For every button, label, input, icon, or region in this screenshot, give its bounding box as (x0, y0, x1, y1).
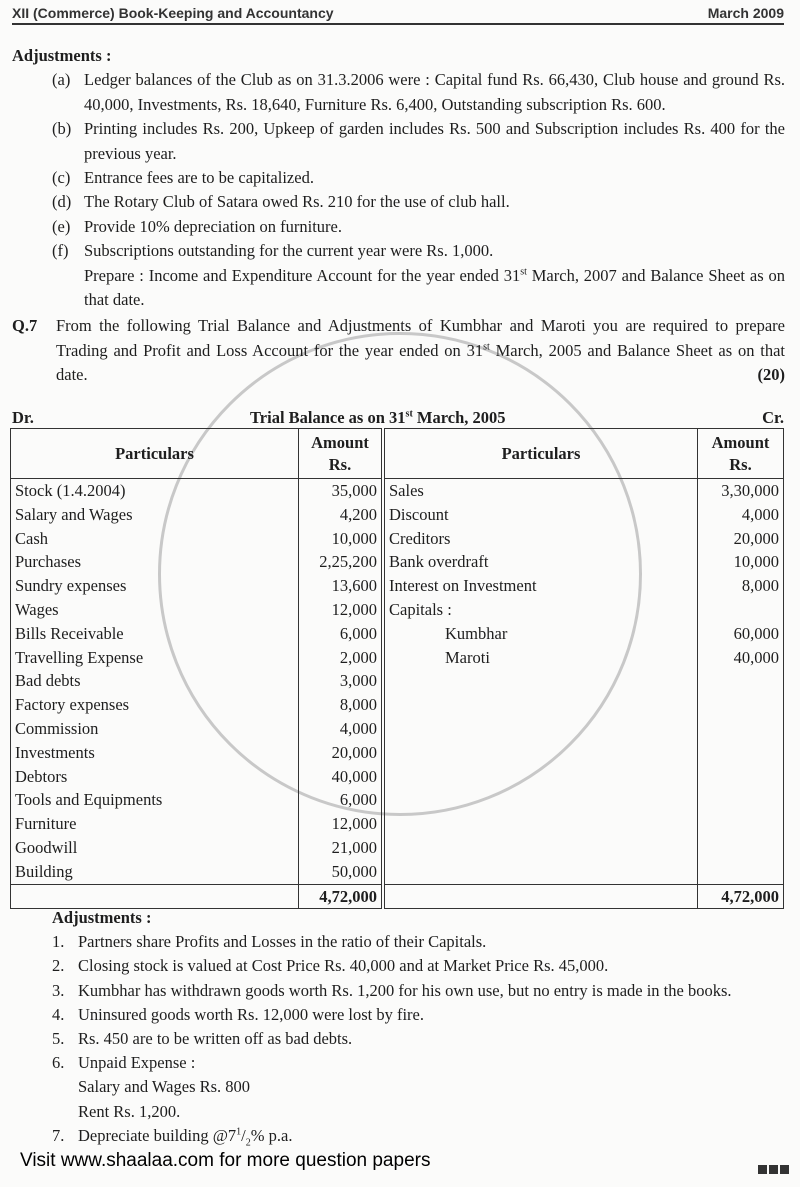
adjustments-section-1 (12, 44, 785, 388)
credit-particular: Sales (383, 479, 698, 503)
superscript: st (405, 408, 413, 420)
credit-amount (698, 598, 784, 622)
title-text-end: March, 2005 (412, 408, 506, 427)
debit-amount: 3,000 (299, 669, 384, 693)
page-header (12, 3, 784, 25)
question-7 (12, 314, 785, 387)
item-text-end: % p.a. (250, 1125, 293, 1145)
table-row (11, 550, 784, 574)
question-number: Q.7 (12, 316, 38, 336)
credit-particular: Interest on Investment (383, 574, 698, 598)
header-title: XII (Commerce) Book-Keeping and Accountancy (12, 5, 334, 21)
credit-amount: 4,000 (698, 503, 784, 527)
item-text: Kumbhar has withdrawn goods worth Rs. 1,200 for his own use, but no entry is made in the books. (78, 980, 732, 1000)
unpaid-expense-detail (52, 1075, 787, 1123)
debit-amount: 10,000 (299, 527, 384, 551)
item-label: (e) (52, 216, 71, 236)
question-text-end: March, 2005 and Balance Sheet as on that date. (56, 340, 785, 385)
credit-particular-empty (383, 741, 698, 765)
amount-label: Amount (711, 432, 770, 452)
debit-particular: Bad debts (11, 669, 299, 693)
credit-amount: 20,000 (698, 527, 784, 551)
item-text: Partners share Profits and Losses in the ratio of their Capitals. (78, 932, 487, 952)
credit-particular-empty (383, 836, 698, 860)
credit-amount-empty (698, 788, 784, 812)
item-text: Provide 10% depreciation on furniture. (84, 216, 342, 236)
item-text: Printing includes Rs. 200, Upkeep of garden includes Rs. 500 and Subscription includes Rs. 400 for the previous year. (84, 119, 785, 163)
item-label: 6. (52, 1053, 65, 1073)
debit-particular: Cash (11, 527, 299, 551)
debit-particular: Sundry expenses (11, 574, 299, 598)
adjustment-item (52, 1051, 787, 1075)
debit-amount: 12,000 (299, 812, 384, 836)
footer-mark-icon (758, 1165, 767, 1174)
debit-particular: Stock (1.4.2004) (11, 479, 299, 503)
debit-amount: 12,000 (299, 598, 384, 622)
credit-particular: Kumbhar (383, 622, 698, 646)
debit-particular: Salary and Wages (11, 503, 299, 527)
adjustment-item (52, 979, 787, 1003)
credit-amount: 40,000 (698, 646, 784, 670)
debit-particular: Bills Receivable (11, 622, 299, 646)
cr-label: Cr. (762, 408, 784, 427)
credit-amount-empty (698, 836, 784, 860)
credit-amount-empty (698, 765, 784, 789)
credit-particular: Maroti (383, 646, 698, 670)
prepare-text: Prepare : Income and Expenditure Account for the year ended 31 (84, 265, 521, 285)
credit-amount: 8,000 (698, 574, 784, 598)
amount-label: Amount (311, 432, 369, 452)
table-row (11, 503, 784, 527)
item-text: Unpaid Expense : (78, 1053, 196, 1073)
debit-particular: Goodwill (11, 836, 299, 860)
superscript: st (483, 341, 490, 353)
debit-particular: Tools and Equipments (11, 788, 299, 812)
credit-particular-empty (383, 717, 698, 741)
adjustments-heading: Adjustments : (12, 46, 112, 65)
debit-amount: 4,200 (299, 503, 384, 527)
table-row (11, 574, 784, 598)
credit-amount-empty (698, 717, 784, 741)
adjustment-item (52, 1003, 787, 1027)
table-row (11, 741, 784, 765)
adjustment-item (52, 166, 785, 190)
credit-amount: 3,30,000 (698, 479, 784, 503)
table-row (11, 788, 784, 812)
credit-amount-empty (698, 860, 784, 884)
credit-amount-empty (698, 669, 784, 693)
unpaid-salary: Salary and Wages Rs. 800 (78, 1077, 251, 1097)
item-text: Closing stock is valued at Cost Price Rs. 40,000 and at Market Price Rs. 45,000. (78, 956, 609, 976)
debit-amount: 40,000 (299, 765, 384, 789)
adjustment-item (52, 190, 785, 214)
footer-mark-icon (769, 1165, 778, 1174)
prepare-text-end: March, 2007 and Balance Sheet as on that date. (84, 265, 785, 310)
adjustments-list (52, 930, 787, 1075)
header-date: March 2009 (707, 5, 784, 21)
adjustment-item (52, 239, 785, 263)
debit-amount: 21,000 (299, 836, 384, 860)
trial-balance-table (10, 428, 784, 909)
adjustment-item (52, 68, 785, 117)
superscript: st (520, 266, 527, 278)
debit-amount: 2,000 (299, 646, 384, 670)
debit-particular: Debtors (11, 765, 299, 789)
item-text: Uninsured goods worth Rs. 12,000 were lost by fire. (78, 1004, 425, 1024)
question-marks: (20) (757, 365, 785, 385)
debit-amount: 6,000 (299, 788, 384, 812)
debit-particular: Building (11, 860, 299, 884)
table-row (11, 812, 784, 836)
debit-amount: 2,25,200 (299, 550, 384, 574)
table-row (11, 669, 784, 693)
table-row (11, 765, 784, 789)
item-text: Ledger balances of the Club as on 31.3.2006 were : Capital fund Rs. 66,430, Club house and ground Rs. 40,000, Investments, Rs. 18,640, Furniture Rs. 6,400, Outstanding subscription Rs. 600. (84, 70, 785, 114)
debit-particular: Travelling Expense (11, 646, 299, 670)
table-header-row (11, 429, 784, 479)
credit-particular-empty (383, 860, 698, 884)
credit-particular: Bank overdraft (383, 550, 698, 574)
col-particulars-cr: Particulars (383, 429, 698, 479)
item-label: (d) (52, 192, 72, 212)
item-text: The Rotary Club of Satara owed Rs. 210 for the use of club hall. (84, 192, 510, 212)
credit-particular-empty (383, 669, 698, 693)
table-row (11, 693, 784, 717)
credit-particular: Capitals : (383, 598, 698, 622)
col-amount-dr (299, 429, 384, 479)
footer-link[interactable]: Visit www.shaalaa.com for more question papers (20, 1150, 431, 1171)
col-amount-cr (698, 429, 784, 479)
adjustment-item (52, 930, 787, 954)
credit-particular-empty (383, 788, 698, 812)
adjustments-heading: Adjustments : (52, 908, 152, 927)
rs-label: Rs. (729, 454, 752, 474)
item-label: 5. (52, 1029, 65, 1049)
fraction-slash: / (241, 1125, 246, 1145)
adjustment-item (52, 1027, 787, 1051)
table-row (11, 527, 784, 551)
debit-amount: 13,600 (299, 574, 384, 598)
title-text: Trial Balance as on 31 (250, 408, 406, 427)
item-text: Depreciate building @7 (78, 1125, 237, 1145)
item-text: Entrance fees are to be capitalized. (84, 168, 314, 188)
total-debit: 4,72,000 (299, 884, 384, 909)
debit-amount: 20,000 (299, 741, 384, 765)
table-row (11, 622, 784, 646)
trial-balance-title (250, 406, 506, 430)
footer-mark-icon (780, 1165, 789, 1174)
adjustments-list (12, 68, 785, 263)
prepare-instruction (12, 264, 785, 313)
credit-amount-empty (698, 741, 784, 765)
col-particulars-dr: Particulars (11, 429, 299, 479)
trial-balance-caption (12, 406, 784, 430)
dr-label: Dr. (12, 408, 34, 427)
item-label: (f) (52, 241, 69, 261)
item-label: 1. (52, 932, 65, 952)
item-label: (b) (52, 119, 72, 139)
table-row (11, 717, 784, 741)
debit-particular: Factory expenses (11, 693, 299, 717)
debit-amount: 6,000 (299, 622, 384, 646)
debit-amount: 50,000 (299, 860, 384, 884)
table-row (11, 646, 784, 670)
debit-amount: 35,000 (299, 479, 384, 503)
adjustment-item (52, 117, 785, 166)
credit-particular: Creditors (383, 527, 698, 551)
debit-particular: Furniture (11, 812, 299, 836)
item-label: 2. (52, 956, 65, 976)
debit-particular: Commission (11, 717, 299, 741)
item-label: (a) (52, 70, 71, 90)
item-label: (c) (52, 168, 71, 188)
credit-amount-empty (698, 693, 784, 717)
unpaid-rent: Rent Rs. 1,200. (78, 1101, 181, 1121)
credit-particular-empty (383, 693, 698, 717)
table-row (11, 860, 784, 884)
credit-particular: Discount (383, 503, 698, 527)
rs-label: Rs. (328, 454, 352, 474)
table-row (11, 479, 784, 503)
table-row (11, 836, 784, 860)
item-label: 3. (52, 980, 65, 1000)
adjustments-section-2 (52, 906, 787, 1155)
debit-particular: Wages (11, 598, 299, 622)
debit-amount: 8,000 (299, 693, 384, 717)
debit-particular: Purchases (11, 550, 299, 574)
adjustment-item (52, 954, 787, 978)
item-label: 4. (52, 1004, 65, 1024)
debit-amount: 4,000 (299, 717, 384, 741)
credit-particular-empty (383, 765, 698, 789)
superscript: 1 (236, 1126, 242, 1138)
credit-amount-empty (698, 812, 784, 836)
subscript: 2 (245, 1137, 251, 1149)
item-label: 7. (52, 1125, 65, 1145)
credit-amount: 10,000 (698, 550, 784, 574)
adjustment-item (52, 215, 785, 239)
total-credit: 4,72,000 (698, 884, 784, 909)
item-text: Rs. 450 are to be written off as bad debts. (78, 1029, 353, 1049)
debit-particular: Investments (11, 741, 299, 765)
table-row (11, 598, 784, 622)
credit-amount: 60,000 (698, 622, 784, 646)
question-text: From the following Trial Balance and Adjustments of Kumbhar and Maroti you are required to prepare Trading and Profit and Loss Account for the year ended on 31 (56, 316, 785, 360)
item-text: Subscriptions outstanding for the current year were Rs. 1,000. (84, 241, 494, 261)
credit-particular-empty (383, 812, 698, 836)
